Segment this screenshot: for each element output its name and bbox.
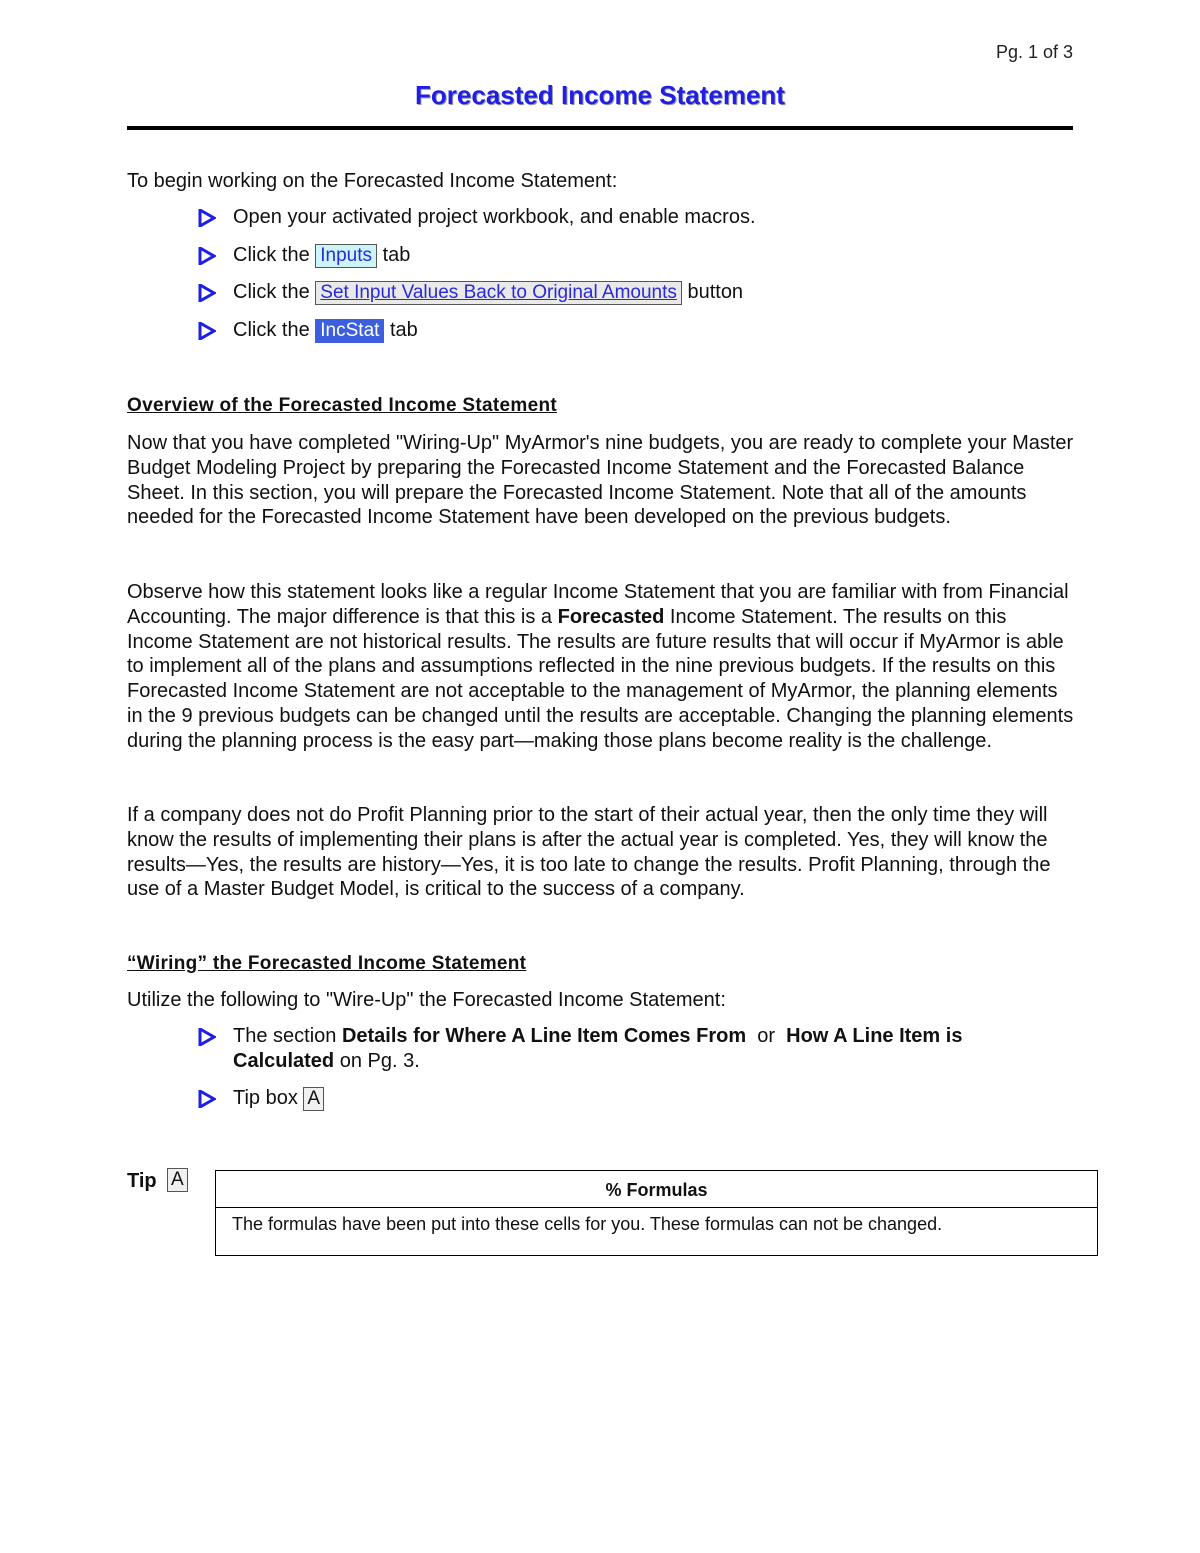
tip-a-reference: A xyxy=(303,1087,324,1111)
list-item xyxy=(198,243,756,281)
tip-label: Tip xyxy=(127,1170,157,1192)
step-text: tab xyxy=(382,243,411,266)
step-emphasis: How A Line Item is Calculated xyxy=(233,1025,963,1072)
paragraph-fragment: Income Statement. The results on this Income Statement are not historical results. The results are future results that will occur if MyArmor is able to implement all of the plans and assumptions reflected in the nine previous budgets. If the results on this Forecasted Income Statement are not acceptable to the management of MyArmor, the planning elements in the 9 previous budgets can be changed until the results are acceptable. Changing the planning elements during the planning process is the easy part—making those plans become reality is the challenge. xyxy=(127,605,1074,752)
paragraph-text: If a company does not do Profit Planning prior to the start of their actual year, then the only time they will know the results of implementing their plans is after the actual year is completed. Yes, they will know the results—Yes, the results are history—Yes, it is too late to change the results. Profit Planning, through the use of a Master Budget Model, is critical to the success of a company. xyxy=(127,804,1051,901)
step-text: Click the xyxy=(233,281,310,303)
list-item xyxy=(198,1086,1033,1111)
intro-steps xyxy=(198,205,756,355)
paragraph-text: Now that you have completed "Wiring-Up" MyArmor's nine budgets, you are ready to complete your Master Budget Modeling Project by preparing the Forecasted Income Statement and the Forecasted Balance Sheet. In this section, you will prepare the Forecasted Income Statement. Note that all of the amounts needed for the Forecasted Income Statement have been developed on the previous budgets. xyxy=(127,432,1074,529)
tip-box-title: % Formulas xyxy=(216,1171,1097,1208)
step-emphasis: Details for Where A Line Item Comes From xyxy=(341,1025,747,1047)
inputs-tab-chip[interactable]: Inputs xyxy=(315,244,377,268)
step-text: Click the xyxy=(233,318,310,341)
step-text: The section xyxy=(233,1025,342,1047)
step-text: tab xyxy=(389,318,418,341)
step-text: or xyxy=(746,1025,787,1047)
step-text: on Pg. 3. xyxy=(334,1050,420,1072)
overview-paragraph-2 xyxy=(127,580,1077,754)
wiring-heading: “Wiring” the Forecasted Income Statement xyxy=(127,953,527,974)
triangle-bullet-icon xyxy=(198,247,216,265)
triangle-bullet-icon xyxy=(198,1028,216,1046)
step-text: Open your activated project workbook, and enable macros. xyxy=(233,206,756,228)
step-text: button xyxy=(687,281,744,303)
paragraph-text xyxy=(127,580,1077,754)
page-title: Forecasted Income Statement xyxy=(415,80,785,110)
overview-paragraph-3 xyxy=(127,803,1077,902)
intro-lead: To begin working on the Forecasted Income Statement: xyxy=(127,170,618,192)
list-item xyxy=(198,1024,1033,1074)
tip-a-badge: A xyxy=(167,1168,188,1192)
list-item xyxy=(198,205,756,243)
overview-heading: Overview of the Forecasted Income Statement xyxy=(127,395,557,416)
list-item xyxy=(198,318,756,356)
triangle-bullet-icon xyxy=(198,1090,216,1108)
tip-box-body: The formulas have been put into these cells for you. These formulas can not be changed. xyxy=(232,1214,943,1234)
reset-inputs-button-chip[interactable]: Set Input Values Back to Original Amounts xyxy=(315,281,682,305)
list-item xyxy=(198,280,756,318)
wiring-steps xyxy=(198,1024,1033,1123)
paragraph-emphasis: Forecasted xyxy=(557,605,665,628)
page-number: Pg. 1 of 3 xyxy=(995,42,1073,62)
triangle-bullet-icon xyxy=(198,322,216,340)
step-text: Tip box xyxy=(233,1087,298,1109)
step-text: Click the xyxy=(233,243,310,266)
wiring-lead: Utilize the following to "Wire-Up" the Forecasted Income Statement: xyxy=(127,989,726,1011)
paragraph-fragment: Observe how this statement looks like a regular Income Statement that you are familiar with from Financial Accounting. The major difference is that this is a xyxy=(127,581,1069,628)
overview-paragraph-1 xyxy=(127,431,1077,530)
title-divider xyxy=(127,126,1073,130)
triangle-bullet-icon xyxy=(198,209,216,227)
incstat-tab-chip[interactable]: IncStat xyxy=(315,319,384,343)
tip-box xyxy=(215,1170,1098,1256)
triangle-bullet-icon xyxy=(198,284,216,302)
